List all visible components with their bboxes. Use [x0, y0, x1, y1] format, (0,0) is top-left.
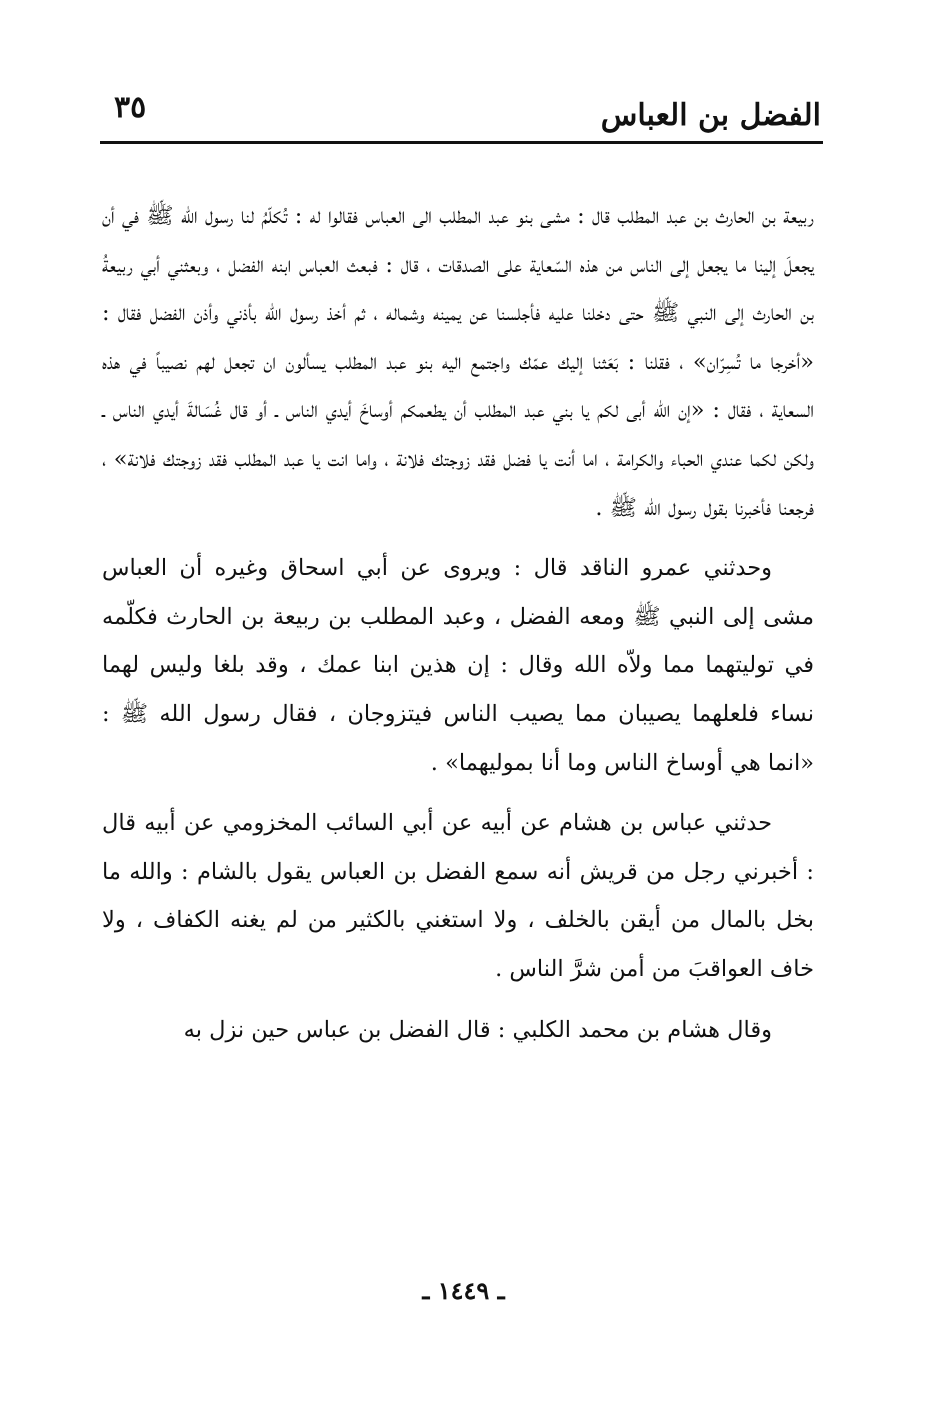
page-number-footer: ـ ١٤٤٩ ـ	[422, 1276, 505, 1305]
page-number-header: ٣٥	[114, 90, 147, 125]
paragraph-1: ربيعة بن الحارث بن عبد المطلب قال : مشى بنو عبد المطلب الى العباس فقالوا له : تُكلّمُ لنا رسول الله ﷺ في أن يجعلَ إلينا ما يجعل إلى الناس من هذه السّعاية على الصدقات ، قال : فبعث العباس ابنه الفضل ، وبعثني أبي ربيعةُ بن الحارث إلى النبي ﷺ حتى دخلنا عليه فأجلسنا عن يمينه وشماله ، ثم أخذ رسول الله بأذني وأذن الفضل فقال : «أخرجا ما تُسِرّان» ، فقلنا : بَعَثنا إليك عمّك واجتمع اليه بنو عبد المطلب يسألون ان تجعل لهم نصيباً في هذه السعاية ، فقال : «إن الله أبى لكم يا بني عبد المطلب أن يطعمكم أوساخَ أيدي الناس ـ أو قال غُسَالةَ أيدي الناس ـ ولكن لكما عندي الحباء والكرامة ، اما أنت يا فضل فقد زوجتك فلانة ، واما انت يا عبد المطلب فقد زوجتك فلانة» ، فرجعنا فأخبرنا بقول رسول الله ﷺ .	[102, 203, 814, 521]
running-title: الفضل بن العباس	[600, 98, 821, 133]
paragraph-3: حدثني عباس بن هشام عن أبيه عن أبي السائب المخزومي عن أبيه قال : أخبرني رجل من قريش أنه سمع الفضل بن العباس يقول بالشام : والله ما بخل بالمال من أيقن بالخلف ، ولا استغني بالكثير من لم يغنه الكفاف ، ولا خاف العواقبَ من أمن شرَّ الناس .	[102, 810, 814, 982]
paragraph-4: وقال هشام بن محمد الكلبي : قال الفضل بن عباس حين نزل به	[183, 1016, 772, 1043]
header-rule	[100, 141, 823, 144]
paragraph-2: وحدثني عمرو الناقد قال : ويروى عن أبي اسحاق وغيره أن العباس مشى إلى النبي ﷺ ومعه الفضل ، وعبد المطلب بن ربيعة بن الحارث فكلّمه في توليتهما مما ولاّه الله وقال : إن هذين ابنا عمك ، وقد بلغا وليس لهما نساء فلعلهما يصيبان مما يصيب الناس فيتزوجان ، فقال رسول الله ﷺ : «انما هي أوساخ الناس وما أنا بموليهما» .	[102, 555, 814, 776]
page-header	[100, 84, 823, 144]
body-text	[102, 192, 814, 1054]
